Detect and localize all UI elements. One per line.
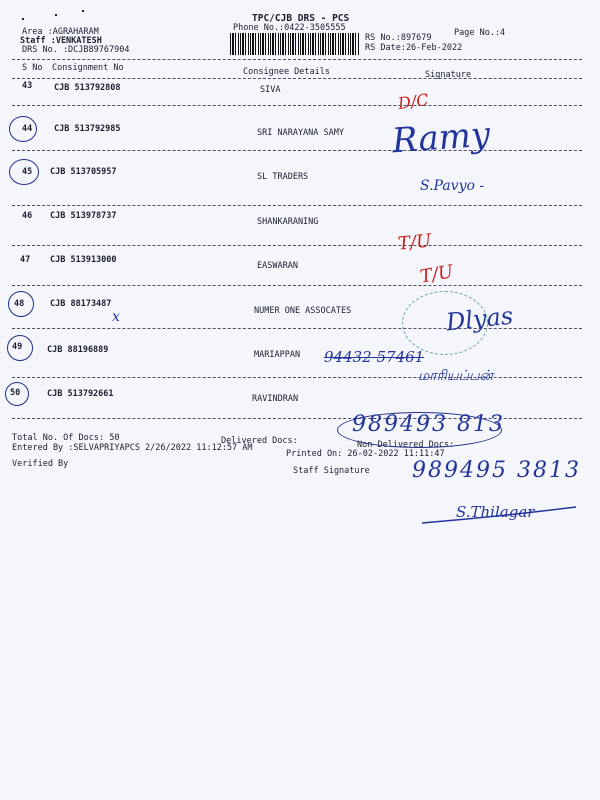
row-49-name-tamil: மாரியப்பன் xyxy=(418,368,494,384)
total-docs: Total No. Of Docs: 50 xyxy=(12,433,120,443)
verified-by: Verified By xyxy=(12,459,69,469)
row-48-signature: Dlyas xyxy=(444,301,515,337)
row-sno: 48 xyxy=(14,299,25,309)
printed-on: Printed On: 26-02-2022 11:11:47 xyxy=(286,449,445,459)
row-rule xyxy=(12,150,582,151)
row-consignee: SHANKARANING xyxy=(257,217,319,227)
footer-signature: S.Thilagar xyxy=(456,503,535,521)
staff-label: Staff :VENKATESH xyxy=(20,36,102,46)
row-48-circle xyxy=(8,291,34,317)
row-consignment: CJB 513792808 xyxy=(54,83,121,93)
row-consignee: SIVA xyxy=(260,85,281,95)
row-consignee: MARIAPPAN xyxy=(254,350,301,360)
dc-mark: D/C xyxy=(396,89,430,114)
row-consignee: RAVINDRAN xyxy=(252,394,299,404)
row-rule xyxy=(12,105,582,106)
row-44-circle xyxy=(9,116,37,142)
row-consignee: SRI NARAYANA SAMY xyxy=(257,128,344,138)
row-consignment: CJB 513792661 xyxy=(47,389,114,399)
speck-mark xyxy=(82,10,84,12)
footer-phone: 989495 3813 xyxy=(412,458,581,483)
row-consignee: EASWARAN xyxy=(257,261,298,271)
row-sno: 46 xyxy=(22,211,33,221)
column-consignment: Consignment No xyxy=(52,63,124,73)
row-49-phone: 94432 57461 xyxy=(324,348,425,366)
row-consignment: CJB 88173487 xyxy=(50,299,112,309)
row-consignment: CJB 513792985 xyxy=(54,124,121,134)
row-sno: 49 xyxy=(12,342,23,352)
delivered-docs: Delivered Docs: xyxy=(221,436,298,446)
row-rule xyxy=(12,245,582,246)
row-consignment: CJB 513913000 xyxy=(50,255,117,265)
speck-mark xyxy=(22,18,24,20)
row-45-signature: S.Pavyo - xyxy=(420,178,485,194)
row-consignment: CJB 513978737 xyxy=(50,211,117,221)
row-rule xyxy=(12,285,582,286)
row-rule xyxy=(12,205,582,206)
staff-signature: Staff Signature xyxy=(293,466,370,476)
row-consignee: SL TRADERS xyxy=(257,172,309,182)
column-rule xyxy=(12,78,582,79)
row-sno: 50 xyxy=(10,388,21,398)
tu-mark-1: T/U xyxy=(396,230,433,255)
entered-by: Entered By :SELVAPRIYAPCS 2/26/2022 11:12:57 AM xyxy=(12,443,253,453)
row-45-circle xyxy=(9,159,39,185)
rs-date: RS Date:26-Feb-2022 xyxy=(365,43,463,53)
row-49-circle xyxy=(7,335,33,361)
signature-underline xyxy=(420,505,580,527)
row-48-tick: x xyxy=(112,309,120,325)
row-sno: 44 xyxy=(22,124,33,134)
phone-number: Phone No.:0422-3505555 xyxy=(233,23,346,33)
area-label: Area :AGRAHARAM xyxy=(22,27,99,37)
row-rule xyxy=(12,377,582,378)
barcode xyxy=(230,33,360,55)
column-consignee: Consignee Details xyxy=(243,67,330,77)
row-consignment: CJB 88196889 xyxy=(47,345,109,355)
circled-phone: 989493 813 xyxy=(352,412,505,437)
row-44-signature: Ramy xyxy=(390,114,492,162)
row-sno: 47 xyxy=(20,255,31,265)
speck-mark xyxy=(55,14,57,16)
row-50-circle xyxy=(5,382,29,406)
non-delivered-docs: Non Delivered Docs: xyxy=(357,440,455,450)
row-consignment: CJB 513705957 xyxy=(50,167,117,177)
drs-number: DRS No. :DCJB89767904 xyxy=(22,45,130,55)
document-title: TPC/CJB DRS - PCS xyxy=(252,13,350,24)
tu-mark-2: T/U xyxy=(418,261,455,288)
row-consignee: NUMER ONE ASSOCATES xyxy=(254,306,352,316)
header-rule xyxy=(12,59,582,60)
column-signature: Signature xyxy=(425,70,472,80)
rs-number: RS No.:897679 xyxy=(365,33,432,43)
column-sno: S No xyxy=(22,63,43,73)
page-number: Page No.:4 xyxy=(454,28,506,38)
row-sno: 45 xyxy=(22,167,33,177)
row-sno: 43 xyxy=(22,81,33,91)
